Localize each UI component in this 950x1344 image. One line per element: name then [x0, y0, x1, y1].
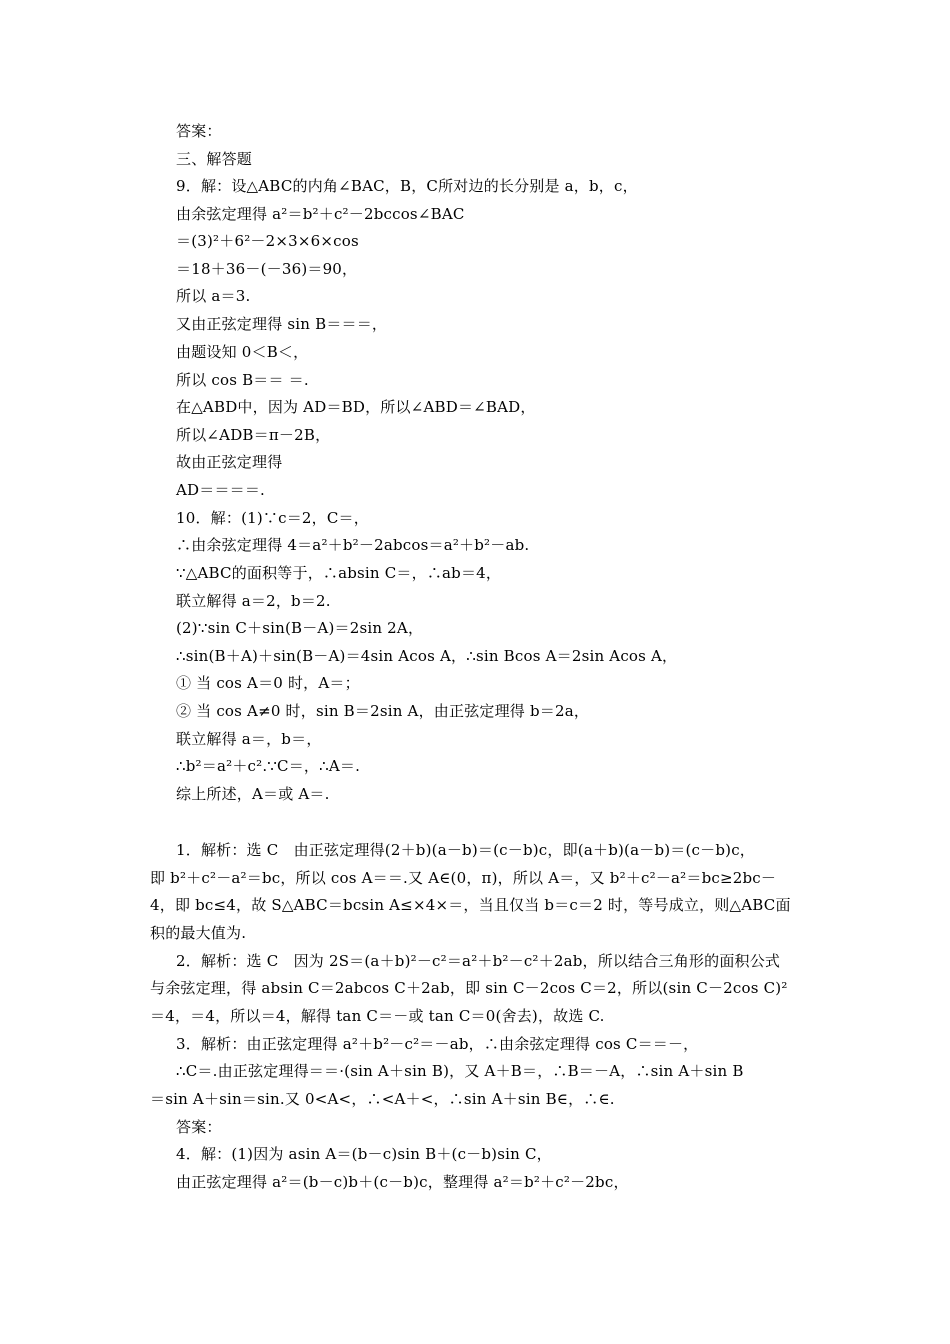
solution-10-line-11: 综上所述，A＝或 A＝. [176, 785, 330, 803]
solution-9-line-1: 9．解：设△ABC的内角∠BAC，B，C所对边的长分别是 a，b，c， [176, 177, 638, 195]
solution-4-line-1: 4．解：(1)因为 asin A＝(b－c)sin B＋(c－b)sin C， [176, 1145, 552, 1163]
analysis-1-line-3: 4，即 bc≤4，故 S△ABC＝bcsin A≤×4×＝，当且仅当 b＝c＝2 时，等号成立，则△ABC面 [150, 896, 791, 914]
solution-9-line-9: 在△ABD中，因为 AD＝BD，所以∠ABD＝∠BAD， [176, 398, 536, 416]
solution-10-line-7: ① 当 cos A＝0 时，A＝； [176, 674, 360, 692]
analysis-3-line-3: ＝sin A＋sin＝sin.又 0<A<，∴<A＋<，∴sin A＋sin B∈，∴∈. [150, 1090, 615, 1108]
solution-9-line-7: 由题设知 0＜B＜， [176, 343, 309, 361]
solution-10-line-9: 联立解得 a＝，b＝， [176, 730, 322, 748]
solution-10-line-5: (2)∵sin C＋sin(B－A)＝2sin 2A， [176, 619, 424, 637]
section-heading: 三、解答题 [176, 150, 253, 168]
solution-9-line-5: 所以 a＝3. [176, 287, 251, 305]
solution-10-line-4: 联立解得 a＝2，b＝2. [176, 592, 331, 610]
analysis-3-line-1: 3．解析：由正弦定理得 a²＋b²－c²＝－ab，∴由余弦定理得 cos C＝＝－， [176, 1035, 699, 1053]
solution-9-line-11: 故由正弦定理得 [176, 453, 283, 471]
solution-9-line-10: 所以∠ADB＝π－2B， [176, 426, 331, 444]
solution-9-line-6: 又由正弦定理得 sin B＝＝＝， [176, 315, 388, 333]
analysis-2-line-1: 2．解析：选 C 因为 2S＝(a＋b)²－c²＝a²＋b²－c²＋2ab，所以结合三角形的面积公式 [176, 952, 781, 970]
analysis-1-line-1: 1．解析：选 C 由正弦定理得(2＋b)(a－b)＝(c－b)c，即(a＋b)(a－b)＝(c－b)c， [176, 841, 756, 859]
solution-10-line-1: 10．解：(1)∵c＝2，C＝， [176, 509, 369, 527]
answer-label-1: 答案： [176, 122, 222, 140]
solution-9-line-3: ＝(3)²＋6²－2×3×6×cos [176, 232, 359, 250]
solution-9-line-8: 所以 cos B＝＝ ＝. [176, 371, 309, 389]
solution-4-line-2: 由正弦定理得 a²＝(b－c)b＋(c－b)c，整理得 a²＝b²＋c²－2bc， [176, 1173, 629, 1191]
solution-10-line-2: ∴由余弦定理得 4＝a²＋b²－2abcos＝a²＋b²－ab. [176, 536, 530, 554]
solution-9-line-12: AD＝＝＝＝. [176, 481, 266, 499]
analysis-2-line-3: ＝4，＝4，所以＝4，解得 tan C＝－或 tan C＝0(舍去)，故选 C. [150, 1007, 605, 1025]
analysis-1-line-2: 即 b²＋c²－a²＝bc，所以 cos A＝＝.又 A∈(0，π)，所以 A＝，又 b²＋c²－a²＝bc≥2bc－ [150, 869, 777, 887]
solution-9-line-2: 由余弦定理得 a²＝b²＋c²－2bccos∠BAC [176, 205, 465, 223]
analysis-1-line-4: 积的最大值为. [150, 924, 247, 942]
solution-10-line-6: ∴sin(B＋A)＋sin(B－A)＝4sin Acos A，∴sin Bcos A＝2sin Acos A， [176, 647, 678, 665]
answer-label-2: 答案： [176, 1118, 222, 1136]
solution-10-line-8: ② 当 cos A≠0 时，sin B＝2sin A，由正弦定理得 b＝2a， [176, 702, 590, 720]
solution-9-line-4: ＝18＋36－(－36)＝90， [176, 260, 358, 278]
analysis-3-line-2: ∴C＝.由正弦定理得＝＝·(sin A＋sin B)，又 A＋B＝，∴B＝－A，∴sin A＋sin B [176, 1062, 744, 1080]
analysis-2-line-2: 与余弦定理，得 absin C＝2abcos C＋2ab，即 sin C－2cos C＝2，所以(sin C－2cos C)² [150, 979, 788, 997]
solution-10-line-10: ∴b²＝a²＋c².∵C＝，∴A＝. [176, 757, 361, 775]
solution-10-line-3: ∵△ABC的面积等于，∴absin C＝，∴ab＝4， [176, 564, 502, 582]
